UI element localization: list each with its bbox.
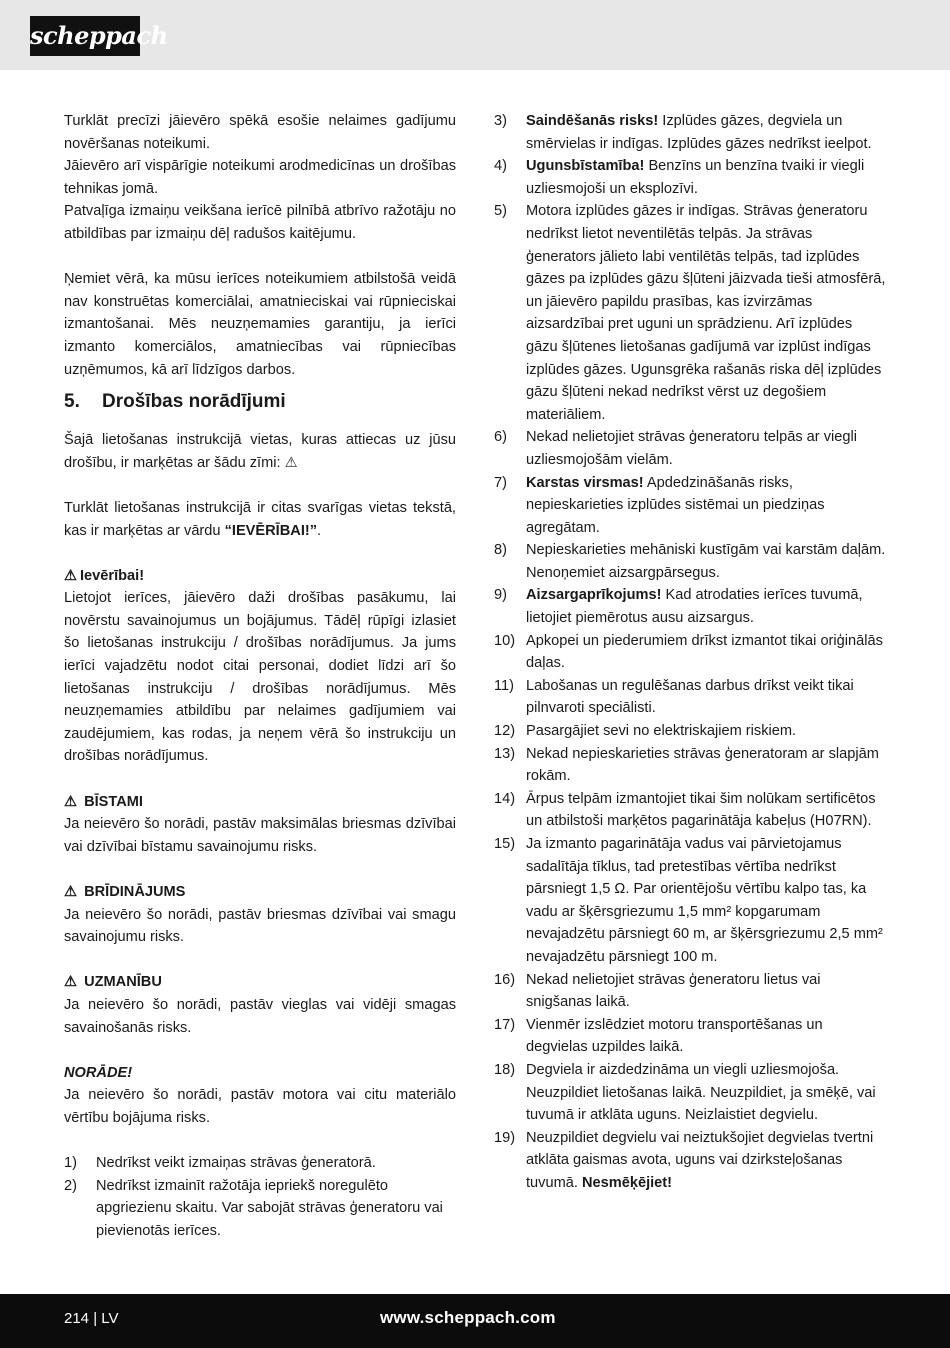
list-item: 5) Motora izplūdes gāzes ir indīgas. Strāvas ģeneratoru nedrīkst lietot neventilētās telpās. Ja strāvas ģenerators jālieto labi ventilētās telpās, tad izplūdes gāzes pa izplūdes gāzu šļūteni jāizvada tieši atmosfērā, un jāievēro papildu prasības, kas izvirzāmas aizsardzībai pret uguni un sprādzienu. Arī izplūdes gāzu šļūtenes lietošanas gadījumā var izplūst indīgas izplūdes gāzes. Ugunsgrēka rašanās riska dēļ izplūdes gāzu šļūteni nekad nedrīkst vērst uz degošiem materiāliem. bbox=[494, 203, 886, 423]
list-item: 9) Aizsargaprīkojums! Kad atrodaties ierīces tuvumā, lietojiet piemērotus ausu aizsargus. bbox=[494, 587, 863, 627]
list-item: 8) Nepieskarieties mehāniski kustīgām vai karstām daļām. Nenoņemiet aizsargpārsegus. bbox=[494, 542, 886, 581]
list-item: 11) Labošanas un regulēšanas darbus drīkst veikt tikai pilnvaroti speciālisti. bbox=[494, 677, 854, 717]
paragraph: Lietojot ierīces, jāievēro daži drošības pasākumu, lai novērstu savainojumus un bojājumus. Tādēļ rūpīgi izlasiet šo lietošanas instrukciju / drošības norādījumus. Ja jums ierīci vajadzētu nodot citai personai, dodiet līdzi arī šo lietošanas instrukciju / drošības norādījumus. Mēs neuzņemamies atbildību par nelaimes gadījumiem vai zaudējumiem, kas rodas, ja neņem vērā šo instrukciju un drošības norādījumus. bbox=[64, 590, 456, 765]
list-item: 12) Pasargājiet sevi no elektriskajiem riskiem. bbox=[494, 723, 797, 740]
warning-triangle-icon: ⚠ bbox=[64, 974, 78, 991]
list-item: 3) Saindēšanās risks! Izplūdes gāzes, degviela un smērvielas ir indīgas. Izplūdes gāzes nedrīkst ieelpot. bbox=[494, 113, 872, 152]
attention-heading: ⚠ Ievērībai! bbox=[64, 565, 456, 588]
right-column bbox=[494, 110, 886, 1195]
warning-triangle-icon: ⚠ bbox=[64, 884, 78, 900]
page-number: 214 | LV bbox=[64, 1310, 119, 1327]
paragraph: Turklāt lietošanas instrukcijā ir citas svarīgas vietas tekstā, kas ir marķētas ar vārdu “IEVĒRĪBAI!”. bbox=[64, 499, 456, 539]
left-safety-list bbox=[64, 1152, 456, 1242]
list-item: 13) Nekad nepieskarieties strāvas ģeneratoram ar slapjām rokām. bbox=[494, 745, 879, 785]
section-number: 5. bbox=[64, 391, 80, 413]
list-item: 17) Vienmēr izslēdziet motoru transportēšanas un degvielas uzpildes laikā. bbox=[494, 1016, 823, 1056]
warning-heading: ⚠ BRĪDINĀJUMS bbox=[64, 881, 456, 904]
paragraph: Turklāt precīzi jāievēro spēkā esošie nelaimes gadījumu novēršanas noteikumi. bbox=[64, 113, 456, 152]
page-footer bbox=[0, 1294, 950, 1348]
right-safety-list bbox=[494, 110, 886, 1195]
paragraph: Ņemiet vērā, ka mūsu ierīces noteikumiem atbilstošā veidā nav konstruētas komerciālai, amatnieciskai vai rūpnieciskai izmantošanai. Mēs neuzņemamies garantiju, ja ierīci izmanto komerciālos, amatniecības vai rūpniecības uzņēmumos, kā arī līdzīgos darbos. bbox=[64, 271, 456, 378]
danger-heading: ⚠ BĪSTAMI bbox=[64, 791, 456, 814]
list-item: 16) Nekad nelietojiet strāvas ģeneratoru lietus vai snigšanas laikā. bbox=[494, 971, 821, 1011]
list-item: 10) Apkopei un piederumiem drīkst izmantot tikai oriģinālās daļas. bbox=[494, 632, 883, 672]
paragraph: Ja neievēro šo norādi, pastāv motora vai citu materiālo vērtību bojājuma risks. bbox=[64, 1087, 456, 1126]
list-item: 19) Neuzpildiet degvielu vai neiztukšojiet degvielas tvertni atklāta gaismas avota, uguns vai dzirksteļošanas tuvumā. Nesmēķējiet! bbox=[494, 1129, 874, 1191]
warning-triangle-icon: ⚠ bbox=[64, 567, 78, 584]
left-column bbox=[64, 110, 456, 1243]
list-item: 6) Nekad nelietojiet strāvas ģeneratoru telpās ar viegli uzliesmojošām vielām. bbox=[494, 429, 857, 468]
paragraph: Patvaļīga izmaiņu veikšana ierīcē pilnībā atbrīvo ražotāju no atbildības par izmaiņu dēļ radušos kaitējumu. bbox=[64, 203, 456, 242]
notice-heading: NORĀDE! bbox=[64, 1064, 133, 1081]
list-item: 1) Nedrīkst veikt izmaiņas strāvas ģeneratorā. bbox=[64, 1155, 376, 1172]
list-item: 15) Ja izmanto pagarinātāja vadus vai pārvietojamus sadalītāja tīklus, tad pretestības vērtība nedrīkst pārsniegt 1,5 Ω. Par orientējošu vērtību kalpo tas, ka vadu ar šķērsgriezumu 1,5 mm² kopgarumam nevajadzētu pārsniegt 60 m, ar šķērsgriezumu 2,5 mm² nevajadzētu pārsniegt 100 m. bbox=[494, 836, 883, 965]
paragraph: Ja neievēro šo norādi, pastāv vieglas vai vidēji smagas savainošanās risks. bbox=[64, 996, 456, 1036]
paragraph: Šajā lietošanas instrukcijā vietas, kuras attiecas uz jūsu drošību, ir marķētas ar šādu zīmi: ⚠ bbox=[64, 432, 456, 471]
caution-heading: ⚠ UZMANĪBU bbox=[64, 971, 456, 994]
list-item: 4) Ugunsbīstamība! Benzīns un benzīna tvaiki ir viegli uzliesmojoši un eksplozīvi. bbox=[494, 158, 865, 197]
page-header bbox=[0, 0, 950, 70]
warning-triangle-icon: ⚠ bbox=[64, 793, 78, 810]
list-item: 14) Ārpus telpām izmantojiet tikai šim nolūkam sertificētos un atbilstoši marķētos pagarinātāja kabeļus (H07RN). bbox=[494, 790, 876, 830]
section-heading bbox=[64, 389, 456, 415]
attention-keyword: “IEVĒRĪBAI!” bbox=[224, 522, 318, 539]
paragraph: Ja neievēro šo norādi, pastāv maksimālas briesmas dzīvībai vai dzīvībai bīstamu savainojumu risks. bbox=[64, 816, 456, 855]
list-item: 2) Nedrīkst izmainīt ražotāja iepriekš noregulēto apgriezienu skaitu. Var sabojāt strāvas ģeneratoru vai pievienotās ierīces. bbox=[64, 1177, 443, 1239]
paragraph: Ja neievēro šo norādi, pastāv briesmas dzīvībai vai smagu savainojumu risks. bbox=[64, 906, 456, 946]
list-item: 18) Degviela ir aizdedzināma un viegli uzliesmojoša. Neuzpildiet lietošanas laikā. Neuzpildiet, ja smēķē, vai tuvumā ir atklāta uguns. Neizlaistiet degvielu. bbox=[494, 1061, 876, 1124]
list-item: 7) Karstas virsmas! Apdedzināšanās risks, nepieskarieties izplūdes sistēmai un piedziņas agregātam. bbox=[494, 474, 825, 536]
website-link[interactable]: www.scheppach.com bbox=[380, 1308, 556, 1327]
paragraph: Jāievēro arī vispārīgie noteikumi arodmedicīnas un drošības tehnikas jomā. bbox=[64, 158, 456, 197]
scheppach-logo: scheppach bbox=[30, 16, 140, 56]
section-title: Drošības norādījumi bbox=[102, 391, 286, 413]
